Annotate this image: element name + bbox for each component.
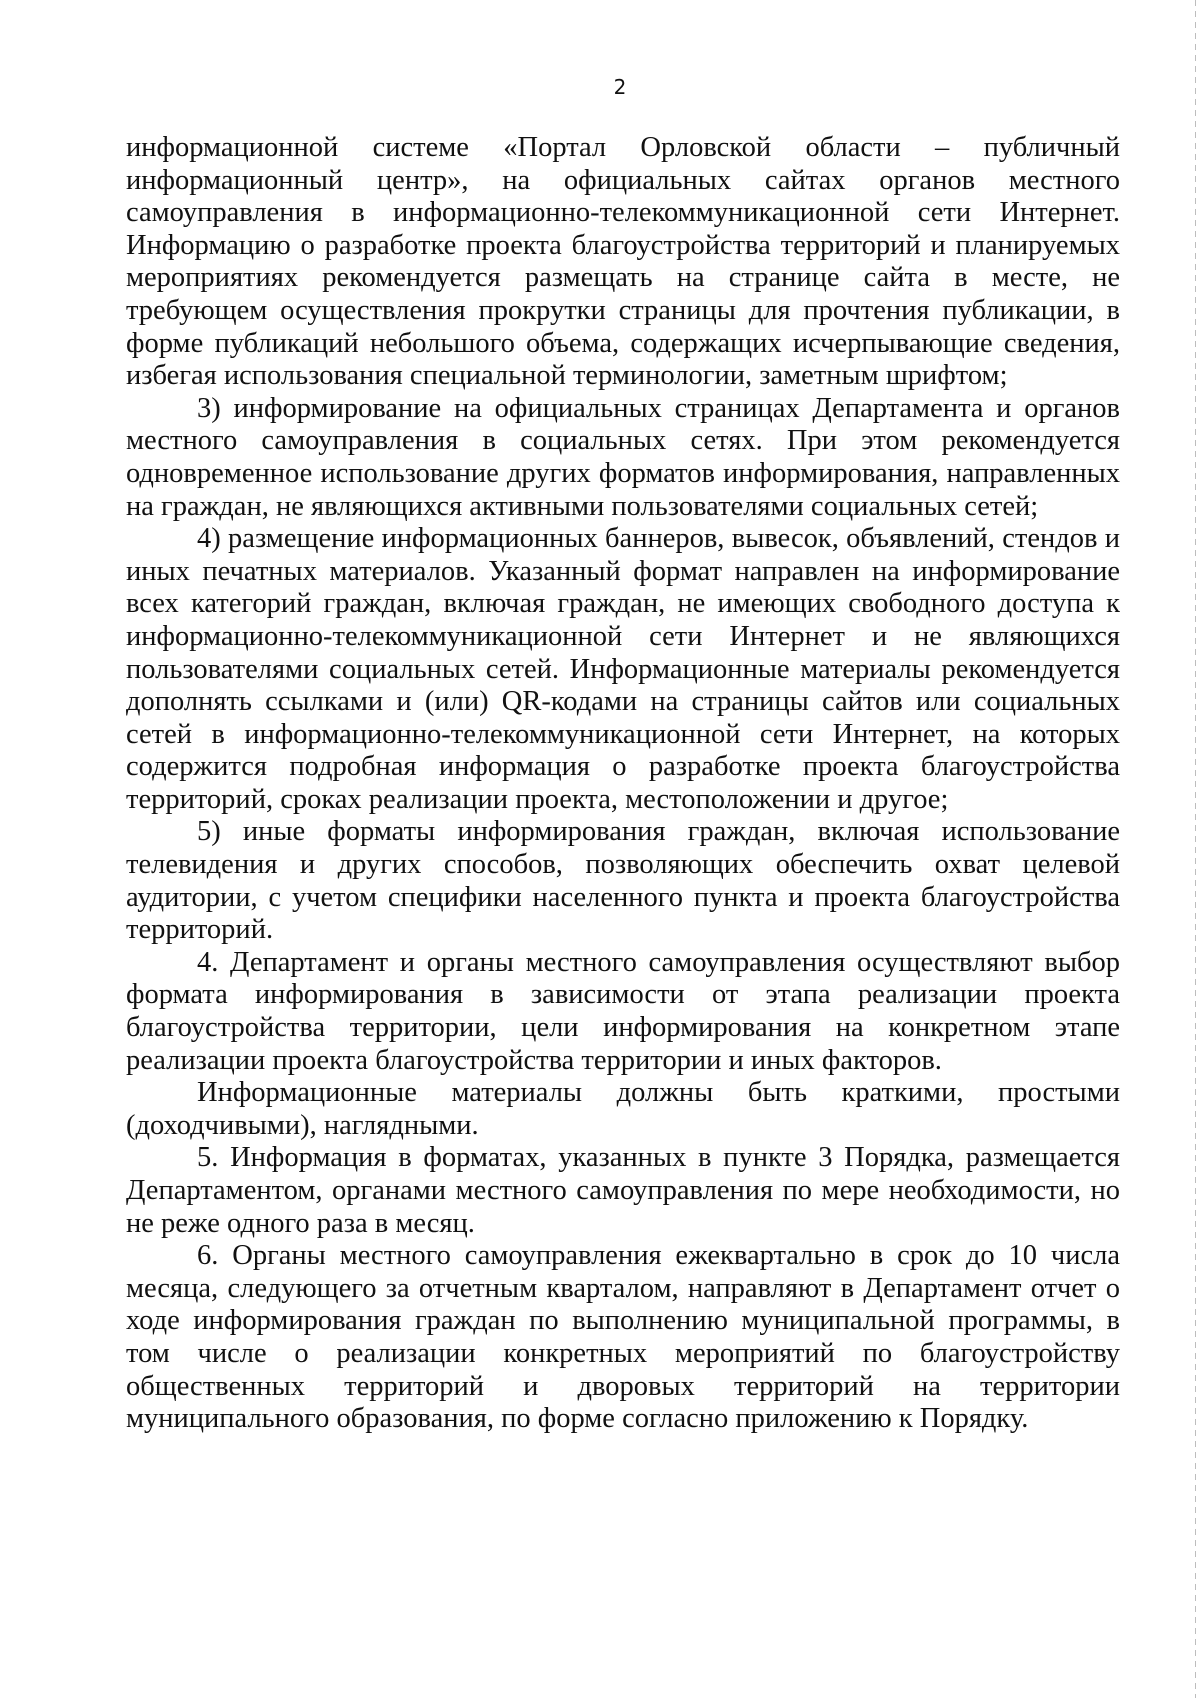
paragraph-item-3: 3) информирование на официальных страницах Департамента и органов местного самоуправления в социальных сетях. При этом рекомендуется одновременное использование других форматов информирования, направленных на граждан, не являющихся активными пользователями социальных сетей;: [126, 392, 1120, 522]
document-body: [126, 132, 1120, 1436]
paragraph-continuation: информационной системе «Портал Орловской области – публичный информационный центр», на официальных сайтах органов местного самоуправления в информационно-телекоммуникационной сети Интернет. Информацию о разработке проекта благоустройства территорий и планируемых мероприятиях рекомендуется размещать на странице сайта в месте, не требующем осуществления прокрутки страницы для прочтения публикации, в форме публикаций небольшого объема, содержащих исчерпывающие сведения, избегая использования специальной терминологии, заметным шрифтом;: [126, 132, 1120, 392]
scan-edge-line: [1195, 0, 1196, 1698]
paragraph-materials-note: Информационные материалы должны быть краткими, простыми (доходчивыми), наглядными.: [126, 1077, 1120, 1141]
paragraph-section-4: 4. Департамент и органы местного самоуправления осуществляют выбор формата информирования в зависимости от этапа реализации проекта благоустройства территории, цели информирования на конкретном этапе реализации проекта благоустройства территории и иных факторов.: [126, 946, 1120, 1076]
paragraph-section-6: 6. Органы местного самоуправления ежеквартально в срок до 10 числа месяца, следующего за отчетным кварталом, направляют в Департамент отчет о ходе информирования граждан по выполнению муниципальной программы, в том числе о реализации конкретных мероприятий по благоустройству общественных территорий и дворовых территорий на территории муниципального образования, по форме согласно приложению к Порядку.: [126, 1240, 1120, 1435]
paragraph-item-4: 4) размещение информационных баннеров, вывесок, объявлений, стендов и иных печатных материалов. Указанный формат направлен на информирование всех категорий граждан, включая граждан, не имеющих свободного доступа к информационно-телекоммуникационной сети Интернет и не являющихся пользователями социальных сетей. Информационные материалы рекомендуется дополнять ссылками и (или) QR-кодами на страницы сайтов или социальных сетей в информационно-телекоммуникационной сети Интернет, на которых содержится подробная информация о разработке проекта благоустройства территорий, сроках реализации проекта, местоположении и другое;: [126, 523, 1120, 815]
page-number: 2: [613, 75, 627, 99]
paragraph-section-5: 5. Информация в форматах, указанных в пункте 3 Порядка, размещается Департаментом, органами местного самоуправления по мере необходимости, но не реже одного раза в месяц.: [126, 1142, 1120, 1239]
paragraph-item-5: 5) иные форматы информирования граждан, включая использование телевидения и других способов, позволяющих обеспечить охват целевой аудитории, с учетом специфики населенного пункта и проекта благоустройства территорий.: [126, 816, 1120, 946]
